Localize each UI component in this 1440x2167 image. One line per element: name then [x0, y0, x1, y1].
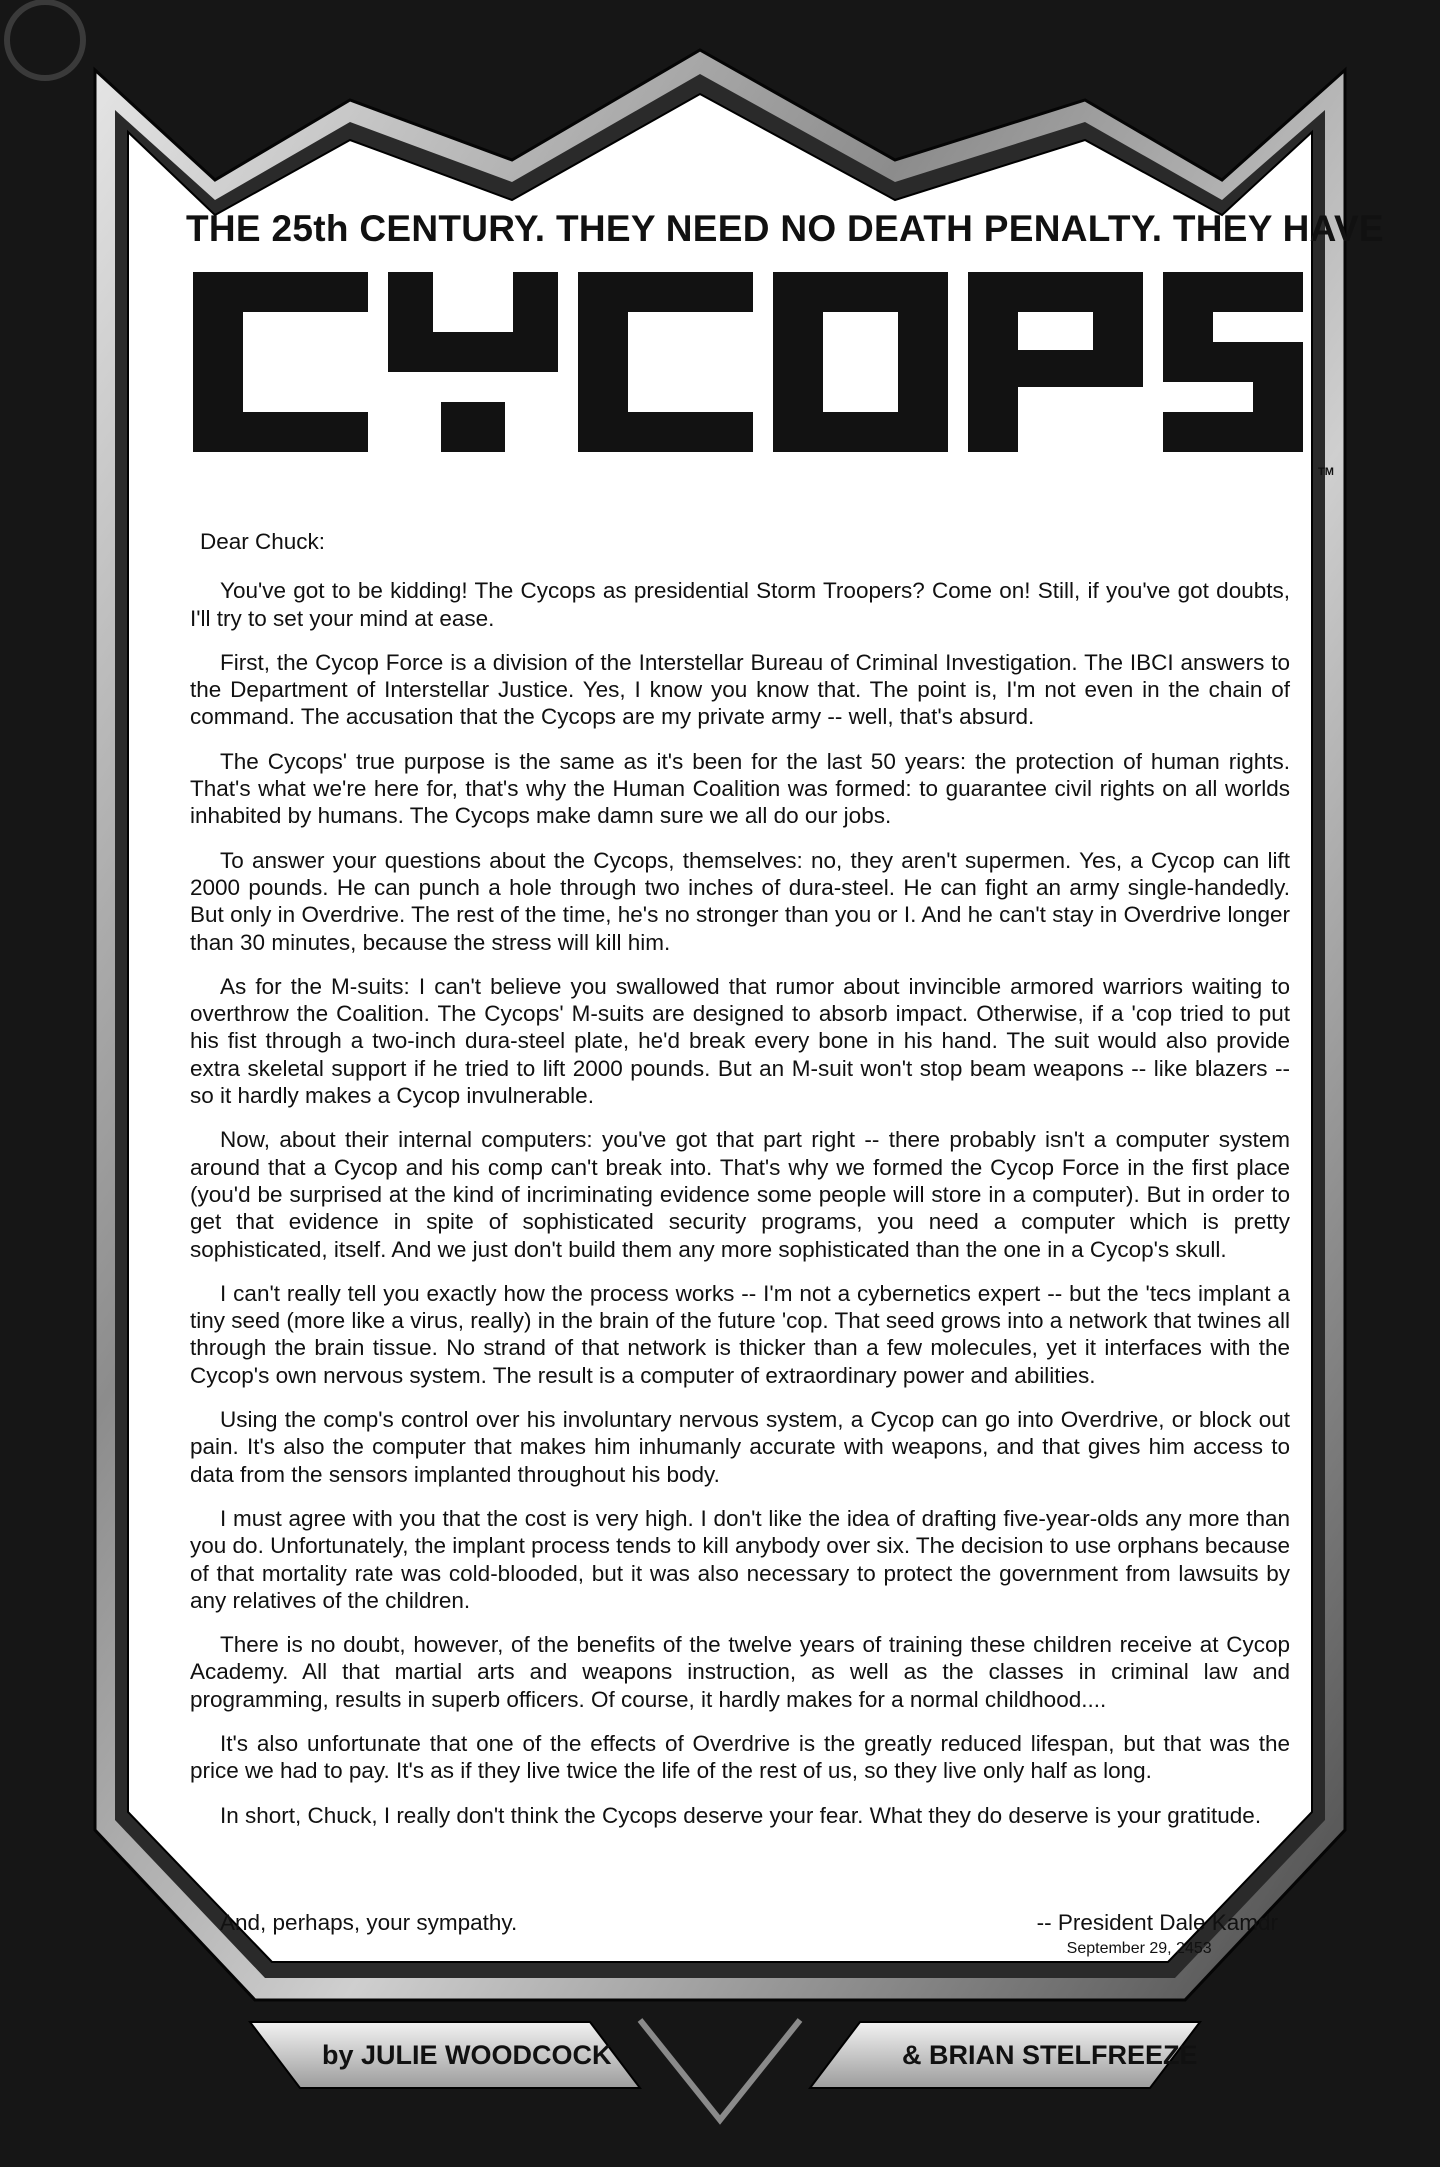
trademark-mark: TM [1318, 466, 1334, 478]
letter-paragraph: You've got to be kidding! The Cycops as presidential Storm Troopers? Come on! Still, if you've got doubts, I'll try to set your mind at ease. [190, 578, 1290, 631]
letter-closing: And, perhaps, your sympathy. [220, 1910, 518, 1935]
letter-paragraph: I can't really tell you exactly how the process works -- I'm not a cybernetics expert -- but the 'tecs implant a tiny seed (more like a virus, really) in the brain of the future 'cop. That seed grows into a network that twines all through the brain tissue. No strand of that network is thicker than a few molecules, yet it interfaces with the Cycop's own nervous system. The result is a computer of extraordinary power and abilities. [190, 1280, 1290, 1388]
cycops-logo [183, 262, 1313, 462]
signature-date: September 29, 2453 [1066, 1940, 1212, 1957]
letter-paragraph: The Cycops' true purpose is the same as it's been for the last 50 years: the protection of human rights. That's what we're here for, that's why the Human Coalition was formed: to guarantee civil rights on all worlds inhabited by humans. The Cycops make damn sure we all do our jobs. [190, 748, 1290, 829]
signature-name: -- President Dale Kamdr [1036, 1910, 1278, 1935]
page-headline: THE 25th CENTURY. THEY NEED NO DEATH PENALTY. THEY HAVE [186, 208, 1384, 249]
letter-paragraph: To answer your questions about the Cycops, themselves: no, they aren't supermen. Yes, a Cycop can lift 2000 pounds. He can punch a hole through two inches of dura-steel. He can fight an army single-handedly. But only in Overdrive. The rest of the time, he's no stronger than you or I. And he can't stay in Overdrive longer than 30 minutes, because the stress will kill him. [190, 847, 1290, 955]
letter-body [190, 528, 1290, 1846]
banner-notch [640, 2020, 800, 2120]
letter-paragraph: There is no doubt, however, of the benefits of the twelve years of training these children receive at Cycop Academy. All that martial arts and weapons instruction, as well as the classes in criminal law and programming, results in superb officers. Of course, it hardly makes for a normal childhood.... [190, 1632, 1290, 1712]
letter-paragraph: It's also unfortunate that one of the effects of Overdrive is the greatly reduced lifespan, but that was the price we had to pay. It's as if they live twice the life of the rest of us, so they live only half as long. [190, 1730, 1290, 1784]
credit-artist: & BRIAN STELFREEZE [902, 2040, 1198, 2070]
letter-paragraph: Now, about their internal computers: you've got that part right -- there probably isn't a computer system around that a Cycop and his comp can't break into. That's why we formed the Cycop Force in the first place (you'd be surprised at the kind of incriminating evidence some people will store in a computer). But in order to get that evidence in spite of sophisticated security programs, you need a computer which is pretty sophisticated, itself. And we just don't build them any more sophisticated than the one in a Cycop's skull. [190, 1127, 1290, 1262]
credit-writer: by JULIE WOODCOCK [322, 2040, 612, 2070]
letter-paragraph: Using the comp's control over his involuntary nervous system, a Cycop can go into Overdrive, or block out pain. It's also the computer that makes him inhumanly accurate with weapons, and that gives him access to data from the sensors implanted throughout his body. [190, 1407, 1290, 1487]
letter-paragraph: I must agree with you that the cost is very high. I don't like the idea of drafting five-year-olds any more than you do. Unfortunately, the implant process tends to kill anybody over six. The decision to use orphans because of that mortality rate was cold-blooded, but it was also necessary to protect the government from lawsuits by any relatives of the children. [190, 1505, 1290, 1613]
corner-emblem [7, 2, 83, 78]
letter-closing-row [190, 1910, 1290, 1980]
letter-paragraph: First, the Cycop Force is a division of the Interstellar Bureau of Criminal Investigation. The IBCI answers to the Department of Interstellar Justice. Yes, I know you know that. The point is, I'm not even in the chain of command. The accusation that the Cycops are my private army -- well, that's absurd. [190, 649, 1290, 730]
letter-paragraph: In short, Chuck, I really don't think the Cycops deserve your fear. What they do deserve is your gratitude. [220, 1802, 1262, 1828]
letter-paragraph: As for the M-suits: I can't believe you swallowed that rumor about invincible armored warriors waiting to overthrow the Coalition. The Cycops' M-suits are designed to absorb impact. Otherwise, if a 'cop tried to put his fist through a two-inch dura-steel plate, he'd break every bone in his hand. The suit would also provide extra skeletal support if he tried to lift 2000 pounds. But an M-suit won't stop beam weapons -- like blazers -- so it hardly makes a Cycop invulnerable. [190, 973, 1290, 1109]
letter-signature [1037, 1910, 1278, 1958]
letter-greeting: Dear Chuck: [200, 529, 326, 554]
